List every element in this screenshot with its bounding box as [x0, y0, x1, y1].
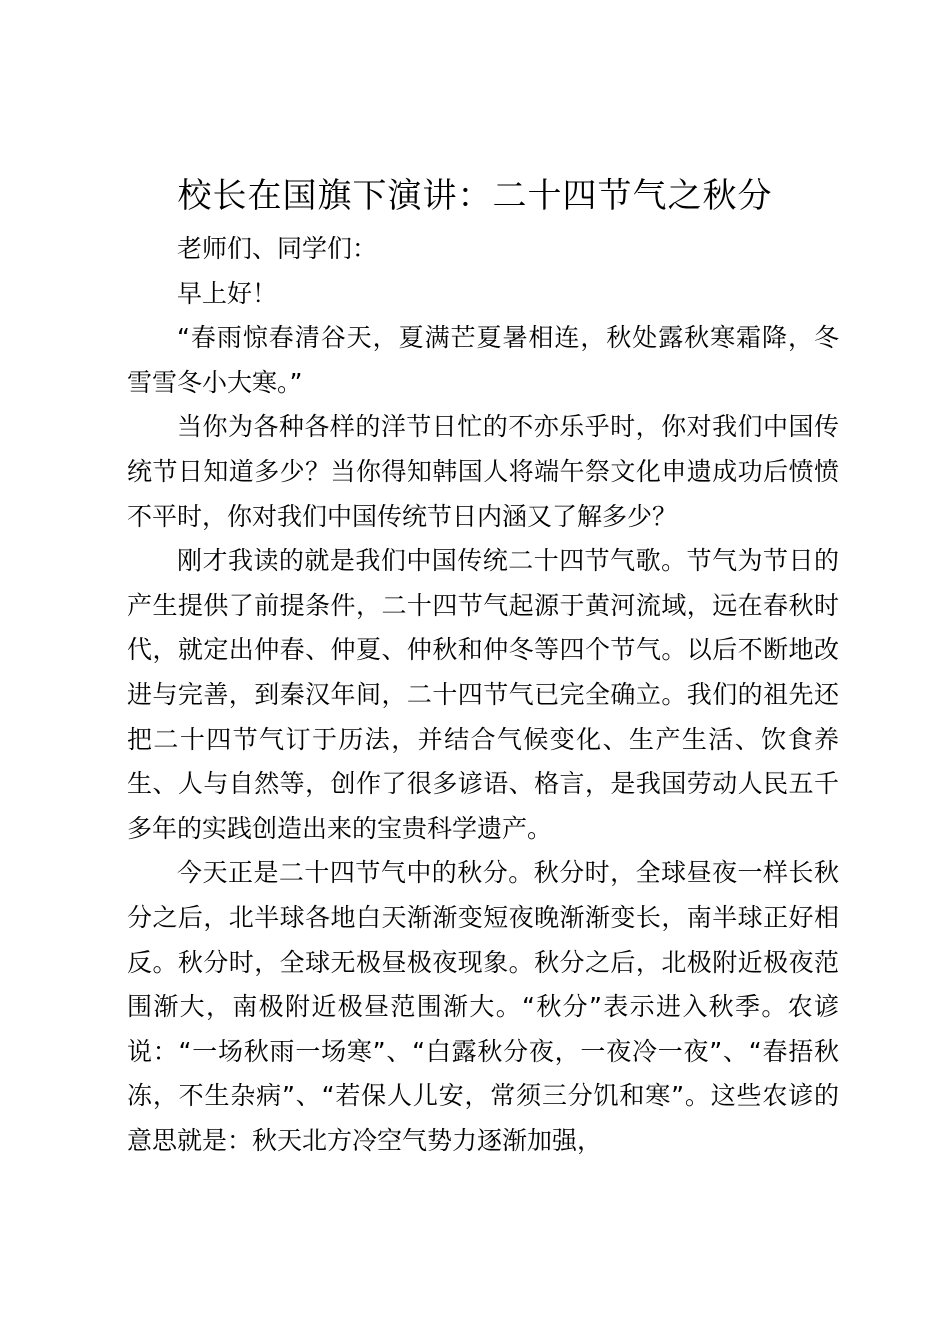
paragraph-autumn-equinox: 今天正是二十四节气中的秋分。秋分时，全球昼夜一样长秋分之后，北半球各地白天渐渐变短夜晚渐渐变长，南半球正好相反。秋分时，全球无极昼极夜现象。秋分之后，北极附近极夜范围渐大，南极附近极昼范围渐大。“秋分”表示进入秋季。农谚说：“一场秋雨一场寒”、“白露秋分夜，一夜冷一夜”、“春捂秋冻，不生杂病”、“若保人儿安，常须三分饥和寒”。这些农谚的意思就是：秋天北方冷空气势力逐渐加强，: [127, 858, 839, 1155]
paragraph-salutation: 老师们、同学们：: [177, 234, 378, 263]
document-title: 校长在国旗下演讲：二十四节气之秋分: [177, 176, 773, 216]
paragraph-greeting: 早上好！: [177, 278, 278, 308]
paragraph-traditional-festivals: 当你为各种各样的洋节日忙的不亦乐乎时，你对我们中国传统节日知道多少？当你得知韩国人将端午祭文化申遗成功后愤愤不平时，你对我们中国传统节日内涵又了解多少？: [127, 412, 839, 531]
document-body: [127, 227, 839, 1163]
paragraph-solar-terms-origin: 刚才我读的就是我们中国传统二十四节气歌。节气为节日的产生提供了前提条件，二十四节气起源于黄河流域，远在春秋时代，就定出仲春、仲夏、仲秋和仲冬等四个节气。以后不断地改进与完善，到秦汉年间，二十四节气已完全确立。我们的祖先还把二十四节气订于历法，并结合气候变化、生产生活、饮食养生、人与自然等，创作了很多谚语、格言，是我国劳动人民五千多年的实践创造出来的宝贵科学遗产。: [127, 546, 839, 843]
paragraph-solar-terms-song: “春雨惊春清谷天，夏满芒夏暑相连，秋处露秋寒霜降，冬雪雪冬小大寒。”: [127, 323, 839, 397]
